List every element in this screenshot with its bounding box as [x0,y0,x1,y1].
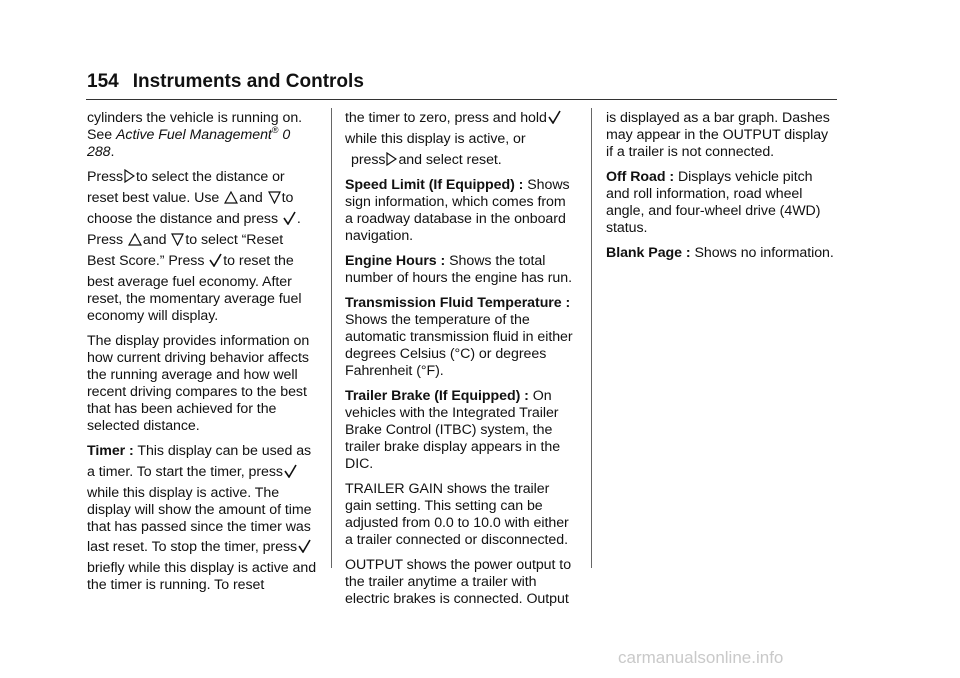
column-1 [87,110,319,602]
off-road-label: Off Road : [606,169,675,185]
instruction-line-1: Press to select the distance or [87,169,285,185]
trans-fluid-label: Transmission Fluid Temperature : [345,295,571,311]
arrow-right-icon [124,169,135,183]
arrow-up-icon [128,233,142,246]
timer-paragraph-a: while this display is active. The display will show the amount of time that has passed since the timer was [87,485,312,535]
timer-reset-line-2: while this display is active, or [345,131,526,147]
timer-label: Timer : [87,443,134,459]
paragraph-display-info: The display provides information on how current driving behavior affects the running average and how well recent driving compares to the best that has been achieved for the selected distance. [87,333,310,434]
speed-limit-entry: Speed Limit (If Equipped) : Shows sign information, which comes from a roadway database in the onboard navigation. [345,177,570,244]
paragraph-afm: cylinders the vehicle is running on. See Active Fuel Management® 0 288. [87,110,303,160]
page-ref-number: 288 [87,144,111,160]
checkmark-icon [298,539,311,553]
arrow-down-icon [268,191,281,204]
paragraph-reset-best: best average fuel economy. After reset, the momentary average fuel economy will display. [87,274,302,324]
trailer-brake-label: Trailer Brake (If Equipped) : [345,388,529,404]
blank-page-label: Blank Page : [606,245,691,261]
arrow-up-icon [224,191,238,204]
timer-line-1: Timer : This display can be used as [87,443,312,459]
speed-limit-label: Speed Limit (If Equipped) : [345,177,524,193]
page-header [87,70,364,94]
checkmark-icon [283,211,296,225]
column-3 [606,110,838,270]
blank-page-entry: Blank Page : Shows no information. [606,245,834,261]
instruction-line-2: reset best value. Use and to [87,190,294,206]
column-divider-2 [591,108,592,568]
timer-line-2: a timer. To start the timer, press [87,464,319,481]
checkmark-icon [284,464,297,478]
instruction-line-4: Press and to select “Reset [87,232,284,248]
trailer-gain-paragraph: TRAILER GAIN shows the trailer gain setting. This setting can be adjusted from 0.0 to 10.0 with either a trailer connected or disconnected. [345,481,569,548]
output-bar-paragraph: is displayed as a bar graph. Dashes may appear in the OUTPUT display if a trailer is not connected. [606,110,830,160]
trailer-brake-entry: Trailer Brake (If Equipped) : On vehicles with the Integrated Trailer Brake Control (ITBC) system, the trailer brake display appears in the DIC. [345,388,561,472]
section-title: Instruments and Controls [132,71,364,92]
timer-reset-line-3: press and select reset. [351,152,502,168]
watermark: carmanualsonline.info [618,648,784,667]
column-2 [345,110,577,616]
instruction-line-3: choose the distance and press . [87,211,301,227]
arrow-down-icon [171,233,184,246]
off-road-entry: Off Road : Displays vehicle pitch and roll information, road wheel angle, and four-wheel drive (4WD) status. [606,169,821,236]
timer-paragraph-b: briefly while this display is active and the timer is running. To reset [87,560,317,593]
checkmark-icon [209,253,222,267]
link-active-fuel-management[interactable]: Active Fuel Management [116,127,272,143]
timer-line-3: last reset. To stop the timer, press [87,539,319,556]
timer-reset-line-1: the timer to zero, press and hold [345,110,577,127]
trans-fluid-entry: Transmission Fluid Temperature : Shows the temperature of the automatic transmission fluid in either degrees Celsius (°C) or degrees Fahrenheit (°F). [345,295,573,379]
checkmark-icon [548,110,561,124]
page-number: 154 [87,71,119,92]
output-paragraph: OUTPUT shows the power output to the trailer anytime a trailer with electric brakes is connected. Output [345,557,572,607]
page-ref-icon: 0 [282,127,291,143]
engine-hours-entry: Engine Hours : Shows the total number of hours the engine has run. [345,253,572,286]
column-divider-1 [331,108,332,568]
engine-hours-label: Engine Hours : [345,253,446,269]
arrow-right-icon [386,152,397,166]
instruction-line-5: Best Score.” Press to reset the [87,253,294,269]
header-rule [86,99,837,100]
